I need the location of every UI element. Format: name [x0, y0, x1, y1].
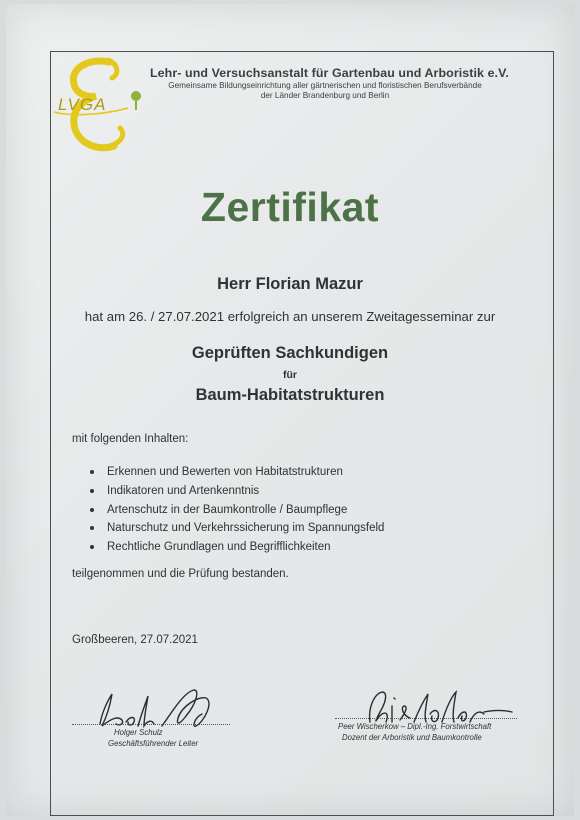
list-item: [72, 463, 384, 482]
place-and-date: Großbeeren, 27.07.2021: [72, 634, 198, 646]
bullet-icon: [90, 470, 94, 474]
recipient-name: Herr Florian Mazur: [217, 275, 363, 293]
lvga-logo-icon: [48, 54, 146, 158]
topic-label: Naturschutz und Verkehrssicherung im Spannungsfeld: [107, 522, 385, 535]
list-item: [72, 519, 384, 538]
bullet-icon: [90, 545, 94, 549]
organization-subtitle: [140, 81, 510, 101]
exam-passed-statement: teilgenommen und die Prüfung bestanden.: [72, 568, 289, 580]
topics-list: [72, 463, 384, 556]
qualification-subject: Baum-Habitatstrukturen: [195, 386, 385, 404]
contents-intro: mit folgenden Inhalten:: [72, 433, 189, 445]
bullet-icon: [90, 508, 94, 512]
signature-line-right: [335, 718, 517, 719]
topic-label: Artenschutz in der Baumkontrolle / Baumpflege: [107, 503, 348, 516]
topic-label: Erkennen und Bewerten von Habitatstrukturen: [107, 466, 343, 479]
list-item: [72, 482, 384, 501]
logo-text: LVGA: [58, 95, 107, 114]
signatory-left-role: Geschäftsführender Leiter: [108, 739, 199, 748]
topic-label: Rechtliche Grundlagen und Begrifflichkeiten: [107, 541, 331, 554]
qualification-title: Geprüften Sachkundigen: [191, 344, 389, 362]
organization-subtitle-line2: der Länder Brandenburg und Berlin: [260, 91, 390, 100]
organization-subtitle-line1: Gemeinsame Bildungseinrichtung aller gärtnerischen und floristischen Berufsverbände: [168, 81, 482, 90]
signatory-right-name: Peer Wischerkow – Dipl.-Ing. Forstwirtschaft: [338, 722, 492, 731]
signatory-left-name: Holger Schulz: [114, 728, 163, 737]
qualification-connector: für: [283, 369, 297, 381]
attendance-statement: hat am 26. / 27.07.2021 erfolgreich an unserem Zweitagesseminar zur: [84, 309, 496, 324]
bullet-icon: [90, 526, 94, 530]
organization-name: Lehr- und Versuchsanstalt für Gartenbau und Arboristik e.V.: [150, 66, 509, 80]
topic-label: Indikatoren und Artenkenntnis: [107, 485, 260, 498]
certificate-title: Zertifikat: [200, 184, 380, 230]
signature-line-left: [72, 724, 230, 725]
list-item: [72, 500, 384, 519]
signatory-right-role: Dozent der Arboristik und Baumkontrolle: [342, 733, 482, 742]
signature-left-icon: [72, 682, 272, 742]
bullet-icon: [90, 489, 94, 493]
list-item: [72, 538, 384, 557]
